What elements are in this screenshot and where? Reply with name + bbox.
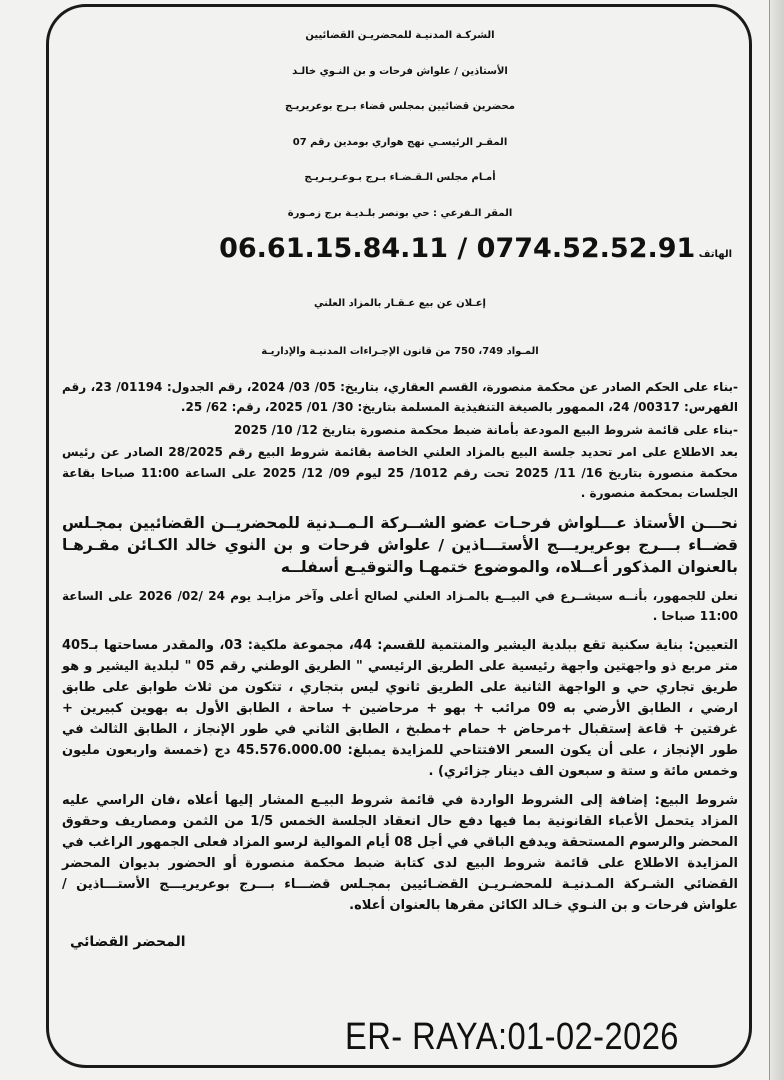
phone-label: الهاتف (698, 249, 732, 260)
paragraph-session-order: بعد الاطلاع على امر تحديد جلسة البيع بالمزاد العلني الخاصة بقائمة شروط البيع رقم 28/2025 الصادر عن رئيس محكمة منصورة بتاريخ 16/ 11/ 2025 تحت رقم 1012/ 25 ليوم 09/ 12/ 2025 على الساعة 11:00 صباحا بقاعة الجلسات بمحكمة منصورة . (62, 445, 738, 500)
paragraph-property-description: التعيين: بناية سكنية تقع ببلدية اليشير والمنتمية للقسم: 44، مجموعة ملكية: 03، والمقدر مساحتها بـ405 متر مربع ذو واجهتين واجهة رئيسية على الطريق الرئيسي " الطريق الوطني رقم 05 " لبلدية اليشير و هو طريق تجاري حي و الواجهة الثانية على الطريق ثانوي ليس بتجاري ، تتكون من ثلاث طوابق على طابق ارضي ، الطابق الأرضي به 09 مرائب + بهو + مرحاضين + ساحة ، الطابق الأول به بهوين كبيرين + غرفتين + قاعة إستقبال +مرحاض + حمام +مطبخ ، الطابق الثاني في طور الإنجاز ، الطابق الثالث في طور الإنجاز ، على أن يكون السعر الافتتاحي للمزايدة يمبلغ: 45.576.000.00 دج (خمسة واربعون مليون وخمس مائة و ستة و سبعون الف دينار جزائري) . (62, 637, 738, 779)
branch-address: المقر الـفرعي : حي بونصر بلـديـة برج زمـورة (287, 207, 513, 219)
phone-line (62, 231, 738, 273)
headquarters-address: المقـر الرئيسـي نهج هواري بومدين رقم 07 (292, 136, 508, 148)
paragraph-sale-conditions: شروط البيع: إضافة إلى الشروط الواردة في قائمة شروط البيـع المشار إليها أعلاه ،فان الراسي عليه المزاد يتحمل الأعباء القانونية بما فيها دفع حال انعقاد الجلسة الخمس 1/5 من الثمن ومصاريف وحقوق المحضر والرسوم المستحقة ويدفع الباقي في أجل 08 أيام الموالية لرسو المزاد فعلى الجمهور الراغب في المزايدة الاطلاع على قائمة شروط البيع لدى كتابة ضبط محكمة منصورة أو الحضور بديوان المحضر القضائي الشـركة المـدنيـة للمحضـريـن القضـائيين بمجـلس قضـــاء بـــرج بوعريريـــج الأستـــاذين / علواش فرحات و بن النـوي خـالد الكائن مقرها بالعنوان أعلاه. (62, 792, 739, 913)
legal-notice (62, 18, 738, 950)
page-edge (769, 0, 784, 1080)
phone-1: 0774.52.52.91 (476, 233, 696, 264)
company-name: الشركـة المدنيـة للمحضريـن القضائيين (305, 30, 495, 41)
notice-title: إعـلان عن بيع عـقـار بالمزاد العلني (314, 297, 486, 309)
paragraph-conditions-list: -بناء على قائمة شروط البيع المودعة بأمانة ضبط محكمة منصورة بتاريخ 12/ 10/ 2025 (233, 422, 738, 437)
phone-2: 06.61.15.84.11 (219, 233, 448, 264)
phone-separator: / (448, 233, 477, 264)
notice-subtitle: المـواد 749، 750 من قانون الإجـراءات المدنيـة والإداريـة (261, 345, 539, 357)
paragraph-bailiff: نحـــن الأستاذ عـــلواش فرحـات عضو الشــركة الـمــدنية للمحضريــن القضائيين بمجـلس قضــاء بـــرج بوعريريـــج الأستـــاذين / علواش فرحات و بن النوي خالد الكـائن مقـرهـا بالعنوان المذكور أعــلاه، والموضوع ختمهـا والتوقيـع أسفلــه (62, 513, 738, 576)
headquarters-location: أمـام مجلس الـقـضـاء بـرج بـوعـريـريـج (304, 172, 496, 183)
court-line: محضرين قضائيين بمجلس قضاء بـرج بوعريريـج (285, 101, 515, 112)
phone-numbers (219, 233, 695, 264)
lawyers-names: الأستاذين / علواش فرحات و بن النـوي خالـد (292, 65, 508, 77)
paragraph-announcement: نعلن للجمهور، بأنــه سيشــرع في البيــع بالمـزاد العلني لصالح أعلى وآخر مزايـد يوم 24 /02/ 2026 على الساعة 11:00 صباحا . (62, 588, 738, 623)
publication-footer: ER- RAYA:01-02-2026 (345, 1016, 679, 1058)
signature: المحضر القضائي (70, 933, 186, 950)
paragraph-judgment: -بناء على الحكم الصادر عن محكمة منصورة، القسم العقاري، بتاريخ: 05/ 03/ 2024، رقم الجدول: 01194/ 23، رقم الفهرس: 00317/ 24، الممهور بالصيغة التنفيذية المسلمة بتاريخ: 30/ 01/ 2025، رقم: 62/ 25. (62, 379, 738, 414)
